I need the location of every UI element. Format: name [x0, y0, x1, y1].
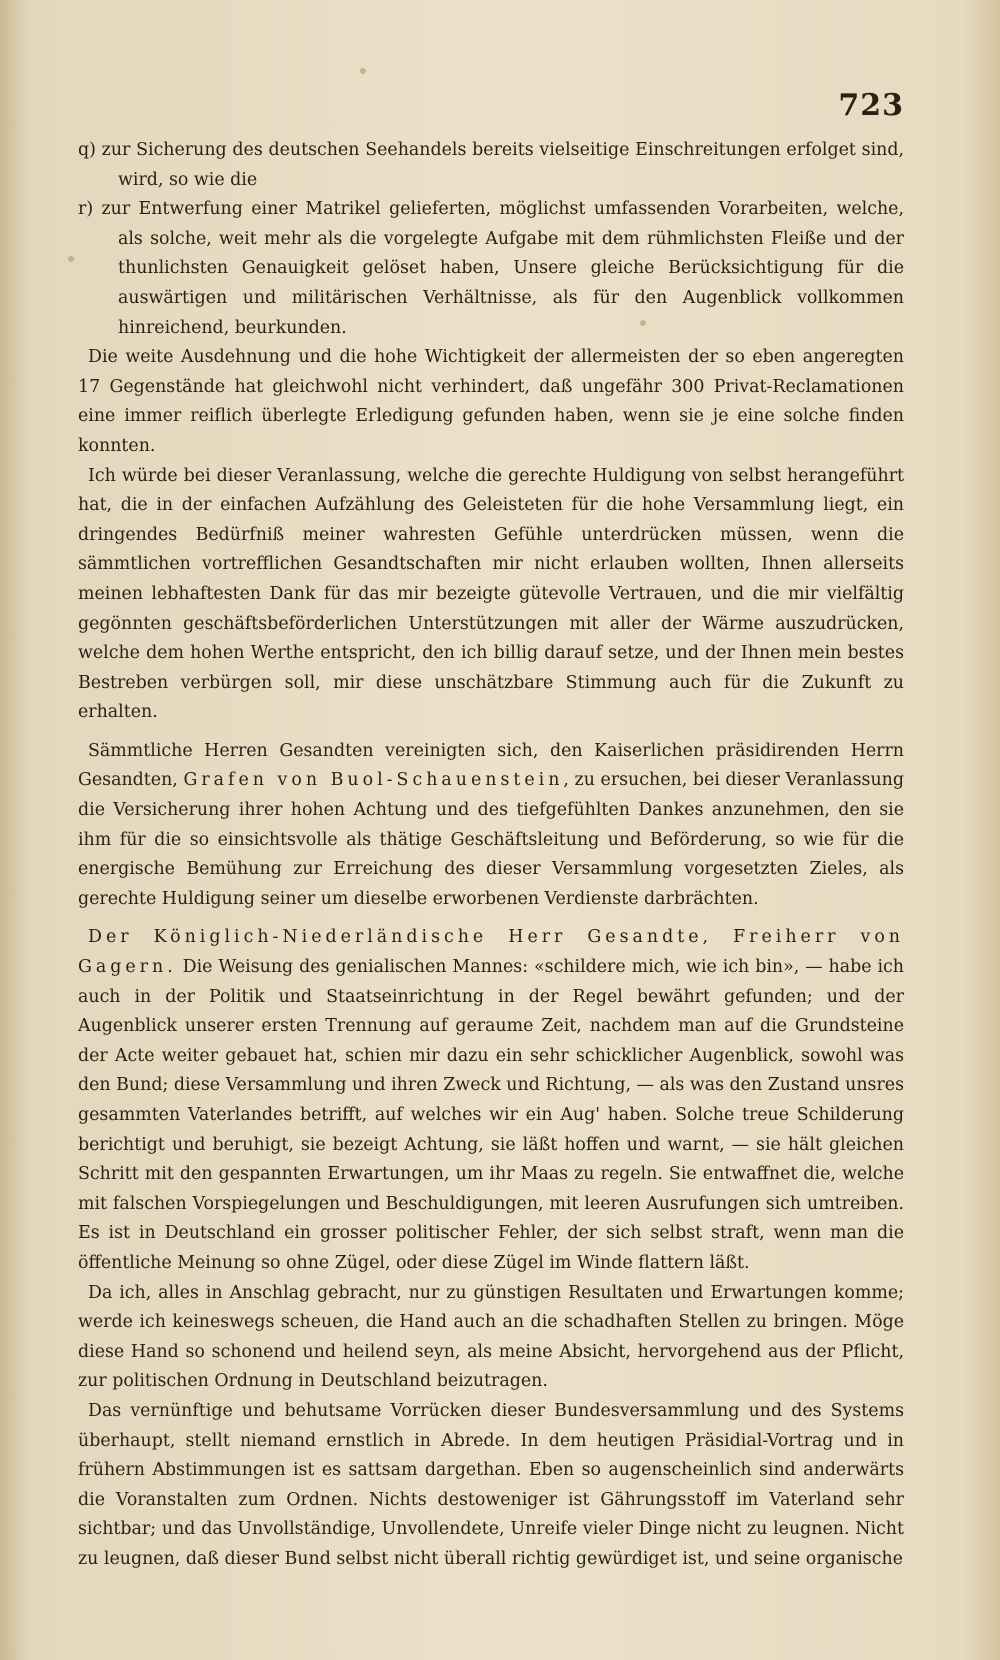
paragraph-envoys-lead: Sämmtliche Herren Gesandten vereinigten sich, den Kaiserlichen präsidirenden Herrn Gesandten,	[78, 740, 904, 791]
list-item-q: q) zur Sicherung des deutschen Seehandels bereits vielseitige Einschreitungen erfolget sind, wird, so wie die	[78, 140, 904, 190]
paragraph-gagern	[78, 923, 904, 1278]
page-number: 723	[838, 88, 904, 123]
list-item-r: r) zur Entwerfung einer Matrikel gelieferten, möglichst umfassenden Vorarbeiten, welche, als solche, weit mehr als die vorgelegte Aufgabe mit dem rühmlichsten Fleiße und der thunlichsten Genauigkeit gelöset haben, Unsere gleiche Berücksichtigung für die auswärtigen und militärischen Verhältnisse, als für den Augenblick vollkommen hinreichend, beurkunden.	[78, 199, 904, 338]
paragraph-reclamations: Die weite Ausdehnung und die hohe Wichtigkeit der allermeisten der so eben angeregten 17 Gegenstände hat gleichwohl nicht verhindert, daß ungefähr 300 Privat-Reclamationen eine immer reiflich überlegte Erledigung gefunden haben, wenn sie je eine solche finden konnten.	[78, 347, 904, 456]
paragraph-envoys-rest: , zu ersuchen, bei dieser Veranlassung die Versicherung ihrer hohen Achtung und des tiefgefühlten Dankes anzunehmen, den sie ihm für die so einsichtsvolle als thätige Geschäftsleitung und Beförderung, so wie für die energische Bemühung zur Erreichung des dieser Versammlung vorgesetzten Zieles, als gerechte Huldigung seiner um dieselbe erworbenen Verdienste darbrächten.	[78, 770, 904, 909]
body-text	[78, 136, 904, 1575]
envoy-name-buol: Grafen von Buol-Schauenstein	[183, 770, 564, 791]
paragraph-progress: Das vernünftige und behutsame Vorrücken dieser Bundesversammlung und des Systems überhaupt, stellt niemand ernstlich in Abrede. In dem heutigen Präsidial-Vortrag und in frühern Abstimmungen ist es sattsam dargethan. Eben so augenscheinlich sind anderwärts die Voranstalten zum Ordnen. Nichts destoweniger ist Gährungsstoff im Vaterland sehr sichtbar; und das Unvollständige, Unvollendete, Unreife vieler Dinge nicht zu leugnen. Nicht zu leugnen, daß dieser Bund selbst nicht überall richtig gewürdiget ist, und seine organische	[78, 1400, 904, 1569]
paper-spot	[360, 68, 366, 74]
paragraph-gagern-text: Die Weisung des genialischen Mannes: «schildere mich, wie ich bin», — habe ich auch in der Politik und Staatseinrichtung in der Regel bewährt gefunden; und der Augenblick unserer ersten Trennung auf geraume Zeit, nachdem man auf die Grundsteine der Acte weiter gebauet hat, schien mir dazu ein sehr schicklicher Augenblick, sowohl was den Bund; diese Versammlung und ihren Zweck und Richtung, — als was den Zustand unsres gesammten Vaterlandes betrifft, auf welches wir ein Aug' haben. Solche treue Schilderung berichtigt und beruhigt, sie bezeigt Achtung, sie läßt hoffen und warnt, — sie hält gleichen Schritt mit den gespannten Erwartungen, um ihr Maas zu regeln. Sie entwaffnet die, welche mit falschen Vorspiegelungen und Beschuldigungen, mit leeren Ausrufungen sich umtreiben. Es ist in Deutschland ein grosser politischer Fehler, der sich selbst straft, wenn man die öffentliche Meinung so ohne Zügel, oder diese Zügel im Winde flattern läßt.	[78, 957, 904, 1273]
paper-spot	[68, 256, 74, 262]
paragraph-results: Da ich, alles in Anschlag gebracht, nur zu günstigen Resultaten und Erwartungen komme; werde ich keineswegs scheuen, die Hand auch an die schadhaften Stellen zu bringen. Möge diese Hand so schonend und heilend seyn, als meine Absicht, hervorgehend aus der Pflicht, zur politischen Ordnung in Deutschland beizutragen.	[78, 1282, 904, 1392]
speaker-name-gagern: Der Königlich-Niederländische Herr Gesandte, Freiherr von Gagern.	[78, 927, 904, 978]
paragraph-thanks: Ich würde bei dieser Veranlassung, welche die gerechte Huldigung von selbst herangeführt hat, die in der einfachen Aufzählung des Geleisteten für die hohe Versammlung liegt, ein dringendes Bedürfniß meiner wahresten Gefühle unterdrücken müssen, wenn die sämmtlichen vortrefflichen Gesandtschaften mir nicht erlauben wollten, Ihnen allerseits meinen lebhaftesten Dank für das mir bezeigte gütevolle Vertrauen, und die mir vielfältig gegönnten geschäftsbeförderlichen Unterstützungen mit aller der Wärme auszudrücken, welche dem hohen Werthe entspricht, den ich billig darauf setze, und der Ihnen mein bestes Bestreben verbürgen soll, mir diese unschätzbare Stimmung auch für die Zukunft zu erhalten.	[78, 465, 904, 723]
paragraph-envoys	[78, 737, 904, 915]
